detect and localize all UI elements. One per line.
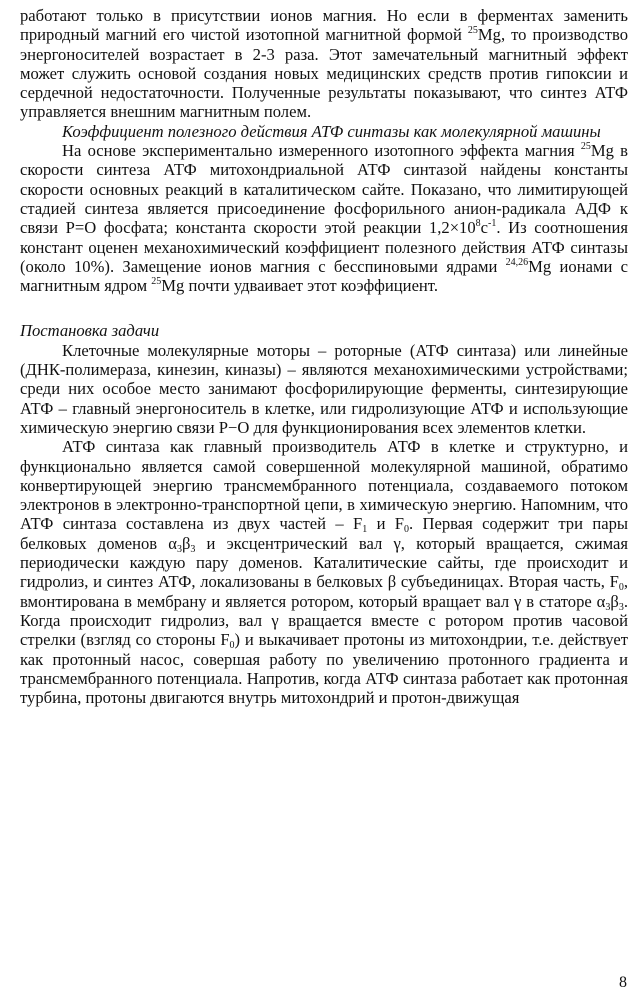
paragraph-magnesium-effect: работают только в присутствии ионов магния. Но если в ферментах заменить природный магний его чистой изотопной магнитной формой $^{25}$Mg, то производство энергоносителей возрастает в 2-3 раза. Этот замечательный магнитный эффект может служить основой создания новых медицинских средств против гипоксии и сердечной недостаточности. Полученные результаты показывают, что синтез АТФ управляется внешним магнитным полем.: [20, 6, 629, 122]
section-heading-problem: Постановка задачи: [20, 321, 160, 341]
paragraph-molecular-motors: Клеточные молекулярные моторы – роторные (АТФ синтаза) или линейные (ДНК-полимераза, кинезин, киназы) – являются механохимическими устройствами; среди них особое место занимают фосфорилирующие ферменты, синтезирующие АТФ – главный энергоноситель в клетке, или гидролизующие АТФ и использующие химическую энергию связи P−O для функционирования всех элементов клетки.: [20, 340, 628, 437]
document-page: [20, 6, 628, 707]
paragraph-spacer: [20, 295, 628, 321]
section-heading-efficiency: Коэффициент полезного действия АТФ синтазы как молекулярной машины: [62, 121, 601, 141]
page-number: 8: [619, 974, 627, 991]
paragraph-atp-synthase: АТФ синтаза как главный производитель АТФ в клетке и структурно, и функционально является самой совершенной молекулярной машиной, обратимо конвертирующей энергию трансмембранного потенциала, создаваемого потоком электронов в электронно-транспортной цепи, в химическую энергию. Напомним, что АТФ синтаза составлена из двух частей – $F_1$ и $F_0$. Первая содержит три пары белковых доменов $\alpha_3\beta_3$ и эксцентрический вал γ, который вращается, сжимая периодически каждую пару доменов. Каталитические сайты, где происходит и гидролиз, и синтез АТФ, локализованы в белковых β субъединицах. Вторая часть, $F_0$, вмонтирована в мембрану и является ротором, который вращает вал γ в статоре $\alpha_3\beta_3$. Когда происходит гидролиз, вал γ вращается вместе с ротором против часовой стрелки (взгляд со стороны $F_0$) и выкачивает протоны из митохондрии, т.е. действует как протонный насос, совершая работу по увеличению протонного градиента и трансмембранного потенциала. Напротив, когда АТФ синтаза работает как протонная турбина, протоны двигаются внутрь митохондрий и протон-движущая: [20, 437, 629, 708]
paragraph-efficiency: На основе экспериментально измеренного изотопного эффекта магния $^{25}$Mg в скорости синтеза АТФ митохондриальной АТФ синтазой найдены константы скорости основных реакций в каталитическом сайте. Показано, что лимитирующей стадией синтеза является присоединение фосфорильного анион-радикала АДФ к связи P=O фосфата; константа скорости этой реакции $1,2\times 10^8c^{-1}$. Из соотношения констант оценен механохимический коэффициент полезного действия АТФ синтазы (около 10%). Замещение ионов магния с бесспиновыми ядрами $^{24,26}$Mg ионами с магнитным ядром $^{25}$Mg почти удваивает этот коэффициент.: [20, 141, 628, 296]
